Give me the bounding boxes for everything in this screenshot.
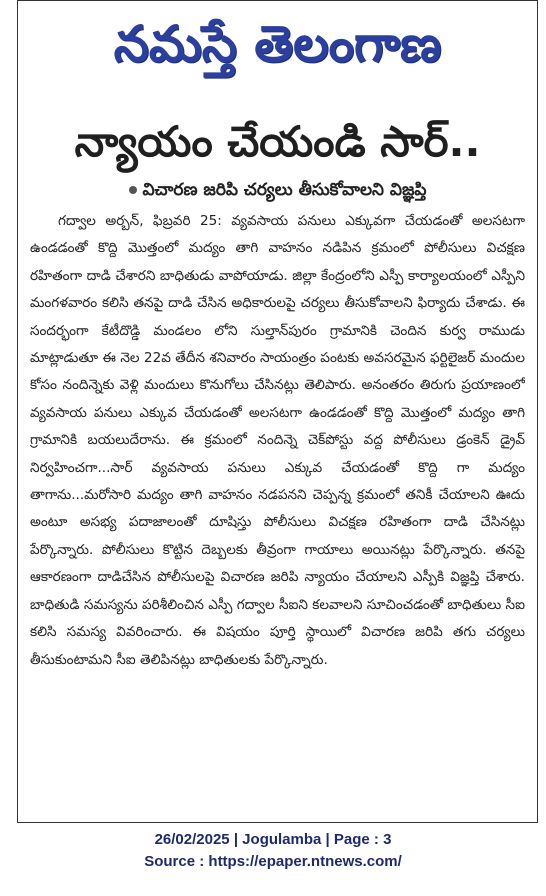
article-subheadline-row xyxy=(18,177,537,203)
article-headline: న్యాయం చేయండి సార్.. xyxy=(74,117,481,166)
newspaper-masthead: నమస్తే తెలంగాణ xyxy=(113,15,442,73)
bullet-icon xyxy=(129,186,137,194)
page-footer xyxy=(0,829,546,873)
article-subheadline: విచారణ జరిపి చర్యలు తీసుకోవాలని విజ్ఞప్తి xyxy=(142,180,427,200)
footer-date-edition: 26/02/2025 | Jogulamba | Page : 3 xyxy=(154,831,392,848)
newspaper-clipping xyxy=(17,0,538,823)
footer-source: Source : https://epaper.ntnews.com/ xyxy=(144,853,402,870)
article-body: గద్వాల అర్బన్, ఫిబ్రవరి 25: వ్యవసాయ పనులు ఎక్కువగా చేయడంతో అలసటగా ఉండడంతో కొద్ది మొత్తంలో మద్యం తాగి వాహనం నడిపిన క్రమంలో పోలీసులు విచక్షణ రహితంగా దాడి చేశారని బాధితుడు వాపోయాడు. జిల్లా కేంద్రంలోని ఎస్పీ కార్యాలయంలో ఎస్పీని మంగళవారం కలిసి తనపై దాడి చేసిన అధికారులపై చర్యలు తీసుకోవాలని ఫిర్యాదు చేశాడు. ఈ సందర్భంగా కేటీదొడ్డి మండలం లోని సుల్తాన్‌పురం గ్రామానికి చెందిన కుర్వ రాముడు మాట్లాడుతూ ఈ నెల 22వ తేదీన శనివారం సాయంత్రం పంటకు అవసరమైన ఫర్టిలైజర్ మందుల కోసం నందిన్నెకు వెళ్లి మందులు కొనుగోలు చేసినట్లు తెలిపారు. అనంతరం తిరుగు ప్రయాణంలో వ్యవసాయ పనులు ఎక్కువ చేయడంతో అలసటగా ఉండడంతో కొద్ది మొత్తంలో మద్యం తాగి గ్రామానికి బయలుదేరాను. ఈ క్రమంలో నందిన్నె చెక్‌పోస్టు వద్ద పోలీసులు డ్రంకెన్ డ్రైవ్ నిర్వహించగా...సార్ వ్యవసాయ పనులు ఎక్కువ చేయడంతో కొద్ది గా మద్యం తాగాను...మరోసారి మద్యం తాగి వాహనం నడపనని చెప్పన్న క్రమంలో తనికీ చేయాలని ఊదు అంటూ అసభ్య పదాజాలంతో దూషిస్తు పోలీసులు విచక్షణ రహితంగా దాడి చేసినట్లు పేర్కొన్నారు. పోలీసులు కొట్టిన దెబ్బలకు తీవ్రంగా గాయాలు అయినట్లు పేర్కొన్నారు. తనపై ఆకారణంగా దాడిచేసిన పోలీసులపై విచారణ జరిపి న్యాయం చేయాలని ఎస్పీకి విజ్ఞప్తి చేశారు. బాధితుడి సమస్యను పరిశీలించిన ఎస్పీ గద్వాల సీఐని కలవాలని సూచించడంతో బాధితులు సీఐ కలిసి సమస్య వివరించారు. ఈ విషయం పూర్తి స్థాయిలో విచారణ జరిపి తగు చర్యలు తీసుకుంటామని సీఐ తెలిపినట్లు బాధితులకు పేర్కొన్నారు. xyxy=(30,213,525,668)
